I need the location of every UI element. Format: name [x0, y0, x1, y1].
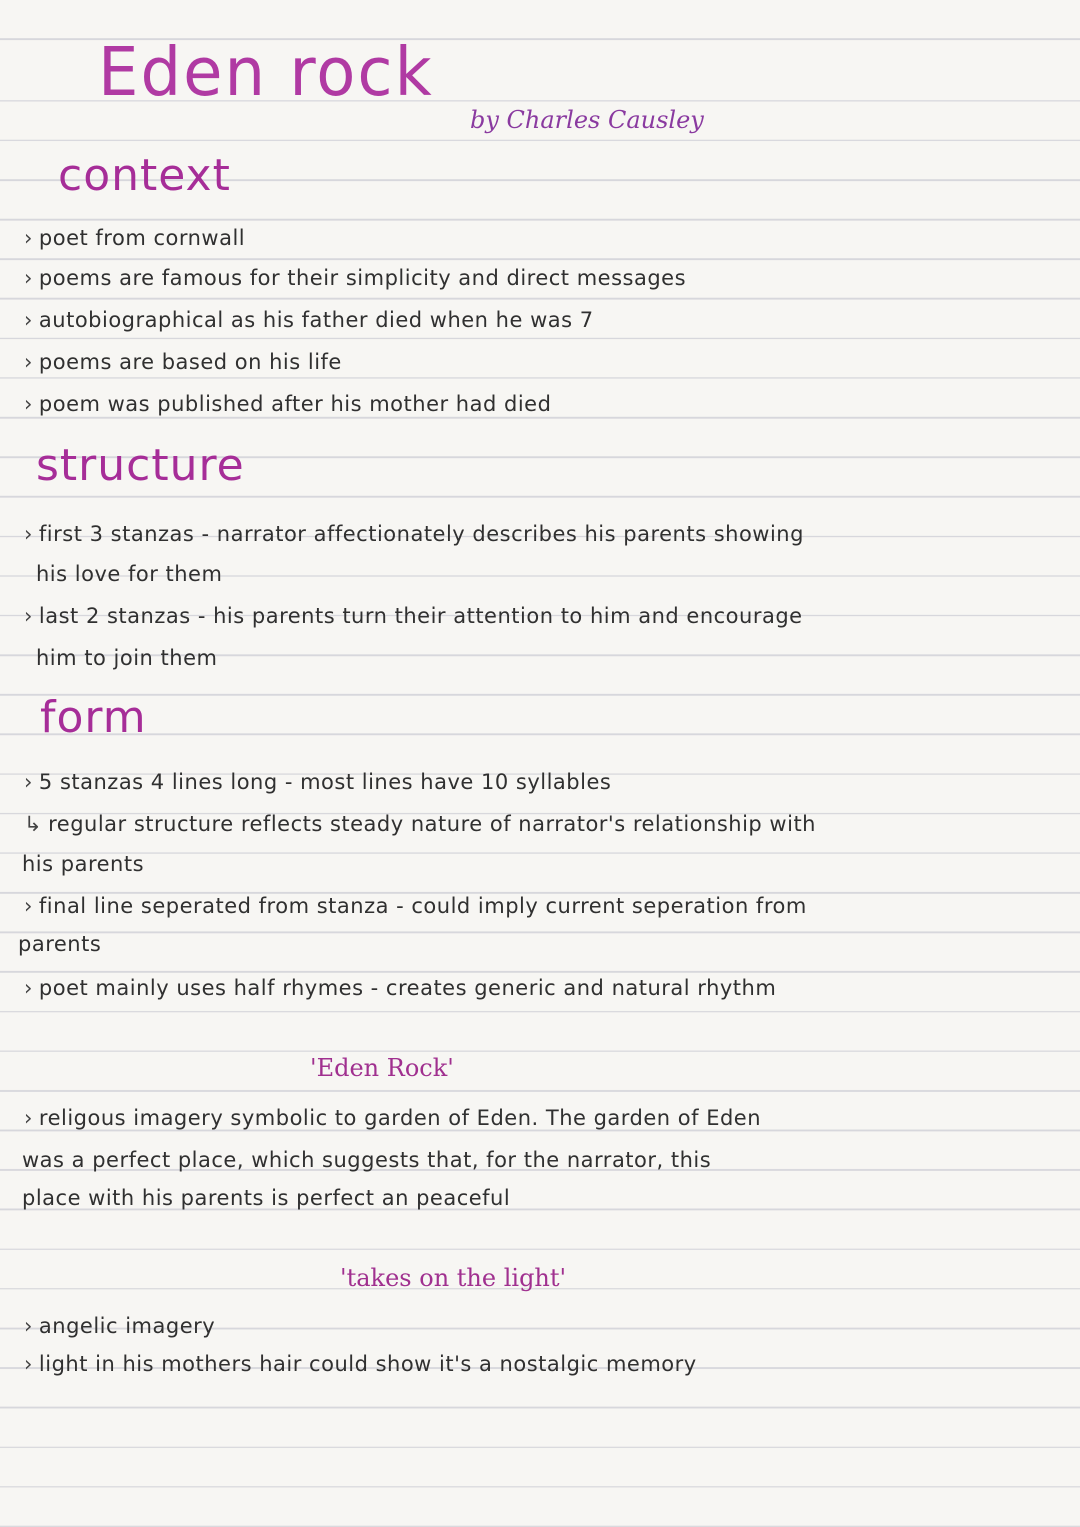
list-item-continued: parents [18, 932, 102, 956]
list-item: › autobiographical as his father died when he was 7 [24, 308, 594, 332]
heading-context: context [58, 150, 231, 201]
arrow-icon: › [24, 976, 33, 1000]
list-item: › poet mainly uses half rhymes - creates generic and natural rhythm [24, 976, 777, 1000]
list-item: › poem was published after his mother had died [24, 392, 552, 416]
page-title: Eden rock [98, 34, 434, 112]
list-item: › final line seperated from stanza - could imply current seperation from [24, 894, 807, 918]
list-item: › 5 stanzas 4 lines long - most lines have 10 syllables [24, 770, 612, 794]
heading-form: form [40, 692, 147, 743]
arrow-icon: › [24, 1106, 33, 1130]
arrow-icon: › [24, 1314, 33, 1338]
heading-structure: structure [36, 440, 245, 491]
list-item-continued: him to join them [36, 646, 218, 670]
list-item-continued: place with his parents is perfect an peaceful [22, 1186, 511, 1210]
sub-arrow-icon: ↳ [24, 812, 43, 836]
arrow-icon: › [24, 350, 33, 374]
arrow-icon: › [24, 1352, 33, 1376]
quote-takes-on-the-light: 'takes on the light' [340, 1264, 567, 1292]
arrow-icon: › [24, 604, 33, 628]
arrow-icon: › [24, 522, 33, 546]
arrow-icon: › [24, 266, 33, 290]
list-item: › angelic imagery [24, 1314, 216, 1338]
arrow-icon: › [24, 308, 33, 332]
list-item: › poet from cornwall [24, 226, 246, 250]
arrow-icon: › [24, 770, 33, 794]
list-item-continued: was a perfect place, which suggests that, for the narrator, this [22, 1148, 712, 1172]
list-item: ↳ regular structure reflects steady nature of narrator's relationship with [24, 812, 816, 836]
arrow-icon: › [24, 392, 33, 416]
quote-eden-rock: 'Eden Rock' [310, 1054, 454, 1082]
author-line: by Charles Causley [470, 106, 704, 134]
list-item: › light in his mothers hair could show it's a nostalgic memory [24, 1352, 697, 1376]
list-item: › poems are based on his life [24, 350, 342, 374]
list-item: › first 3 stanzas - narrator affectionately describes his parents showing [24, 522, 804, 546]
list-item: › last 2 stanzas - his parents turn their attention to him and encourage [24, 604, 803, 628]
list-item: › religous imagery symbolic to garden of Eden. The garden of Eden [24, 1106, 762, 1130]
arrow-icon: › [24, 894, 33, 918]
list-item-continued: his love for them [36, 562, 223, 586]
arrow-icon: › [24, 226, 33, 250]
list-item: › poems are famous for their simplicity and direct messages [24, 266, 687, 290]
list-item-continued: his parents [22, 852, 145, 876]
